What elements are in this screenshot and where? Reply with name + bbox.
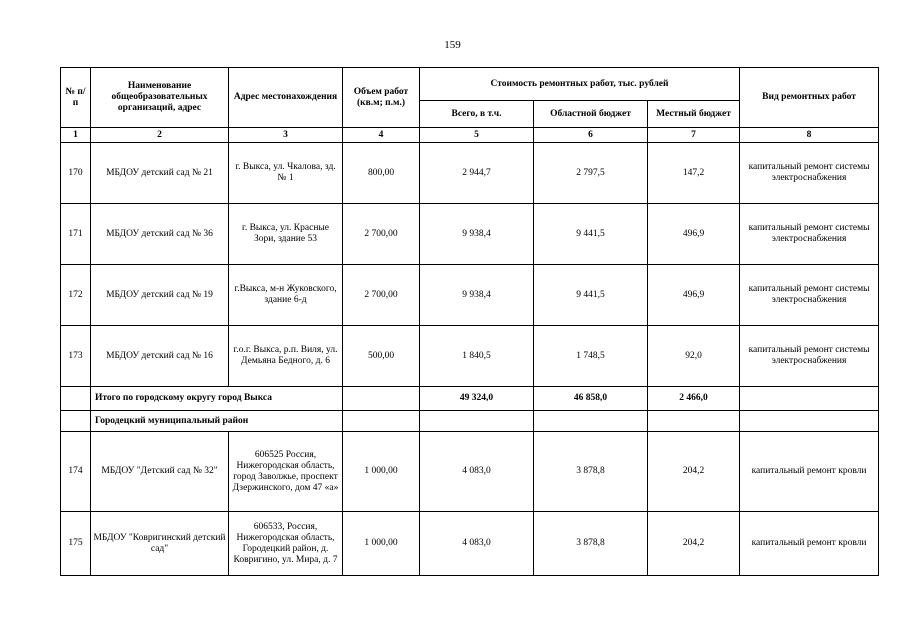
section-row: [61, 411, 879, 432]
row-address: 606533, Россия, Нижегородская область, Городецкий район, д. Ковригино, ул. Мира, д. 7: [229, 512, 343, 576]
row-local: 496,9: [648, 265, 740, 326]
row-address: г. Выкса, ул. Красные Зори, здание 53: [229, 204, 343, 265]
row-address: г. Выкса, ул. Чкалова, зд. № 1: [229, 143, 343, 204]
row-volume: 1 000,00: [343, 432, 420, 512]
column-number: 4: [343, 128, 420, 143]
total-sum: 49 324,0: [420, 387, 534, 411]
row-total: 9 938,4: [420, 204, 534, 265]
row-num: 173: [61, 326, 91, 387]
row-total: 4 083,0: [420, 432, 534, 512]
column-number: 2: [91, 128, 229, 143]
row-name: МБДОУ детский сад № 19: [91, 265, 229, 326]
row-total: 9 938,4: [420, 265, 534, 326]
row-local: 496,9: [648, 204, 740, 265]
row-name: МБДОУ детский сад № 36: [91, 204, 229, 265]
row-volume: 2 700,00: [343, 265, 420, 326]
row-local: 92,0: [648, 326, 740, 387]
row-total: 4 083,0: [420, 512, 534, 576]
section-title: Городецкий муниципальный район: [91, 411, 343, 432]
repair-cost-table: [60, 67, 879, 576]
row-repair-type: капитальный ремонт системы электроснабжения: [740, 326, 879, 387]
section-empty-cell: [61, 411, 91, 432]
row-volume: 2 700,00: [343, 204, 420, 265]
total-empty-cell: [740, 387, 879, 411]
row-regional: 3 878,8: [534, 512, 648, 576]
header-cost-group: Стоимость ремонтных работ, тыс. рублей: [420, 68, 740, 101]
row-regional: 3 878,8: [534, 432, 648, 512]
column-number-row: [61, 128, 879, 143]
row-regional: 9 441,5: [534, 265, 648, 326]
section-empty-cell: [740, 411, 879, 432]
row-address: г.о.г. Выкса, р.п. Виля, ул. Демьяна Бедного, д. 6: [229, 326, 343, 387]
row-name: МБДОУ детский сад № 16: [91, 326, 229, 387]
row-local: 204,2: [648, 512, 740, 576]
table-row: [61, 204, 879, 265]
table-row: [61, 326, 879, 387]
section-empty-cell: [420, 411, 534, 432]
column-number: 8: [740, 128, 879, 143]
row-regional: 1 748,5: [534, 326, 648, 387]
header-total: Всего, в т.ч.: [420, 101, 534, 128]
column-number: 3: [229, 128, 343, 143]
row-volume: 500,00: [343, 326, 420, 387]
header-address: Адрес местонахождения: [229, 68, 343, 128]
row-regional: 9 441,5: [534, 204, 648, 265]
row-total: 2 944,7: [420, 143, 534, 204]
page-number: 159: [444, 39, 461, 51]
total-row: [61, 387, 879, 411]
table-row: [61, 432, 879, 512]
total-label: Итого по городскому округу город Выкса: [91, 387, 343, 411]
column-number: 7: [648, 128, 740, 143]
column-number: 1: [61, 128, 91, 143]
table-row: [61, 512, 879, 576]
header-repair-type: Вид ремонтных работ: [740, 68, 879, 128]
total-empty-cell: [61, 387, 91, 411]
total-empty-cell: [343, 387, 420, 411]
section-empty-cell: [648, 411, 740, 432]
row-address: г.Выкса, м-н Жуковского, здание 6-д: [229, 265, 343, 326]
table-row: [61, 143, 879, 204]
row-repair-type: капитальный ремонт системы электроснабжения: [740, 143, 879, 204]
header-volume: Объем работ (кв.м; п.м.): [343, 68, 420, 128]
section-empty-cell: [343, 411, 420, 432]
row-num: 171: [61, 204, 91, 265]
row-name: МБДОУ "Детский сад № 32": [91, 432, 229, 512]
total-regional: 46 858,0: [534, 387, 648, 411]
row-local: 204,2: [648, 432, 740, 512]
header-num: № п/п: [61, 68, 91, 128]
row-volume: 800,00: [343, 143, 420, 204]
row-num: 174: [61, 432, 91, 512]
table-row: [61, 265, 879, 326]
section-empty-cell: [534, 411, 648, 432]
row-volume: 1 000,00: [343, 512, 420, 576]
row-num: 172: [61, 265, 91, 326]
row-num: 175: [61, 512, 91, 576]
row-name: МБДОУ детский сад № 21: [91, 143, 229, 204]
row-repair-type: капитальный ремонт кровли: [740, 512, 879, 576]
row-address: 606525 Россия, Нижегородская область, город Заволжье, проспект Дзержинского, дом 47 «а»: [229, 432, 343, 512]
row-repair-type: капитальный ремонт системы электроснабжения: [740, 204, 879, 265]
row-repair-type: капитальный ремонт системы электроснабжения: [740, 265, 879, 326]
row-local: 147,2: [648, 143, 740, 204]
column-number: 5: [420, 128, 534, 143]
header-local-budget: Местный бюджет: [648, 101, 740, 128]
header-name: Наименование общеобразовательных организаций, адрес: [91, 68, 229, 128]
header-regional-budget: Областной бюджет: [534, 101, 648, 128]
row-repair-type: капитальный ремонт кровли: [740, 432, 879, 512]
row-name: МБДОУ "Ковригинский детский сад": [91, 512, 229, 576]
row-num: 170: [61, 143, 91, 204]
row-total: 1 840,5: [420, 326, 534, 387]
column-number: 6: [534, 128, 648, 143]
row-regional: 2 797,5: [534, 143, 648, 204]
total-local: 2 466,0: [648, 387, 740, 411]
